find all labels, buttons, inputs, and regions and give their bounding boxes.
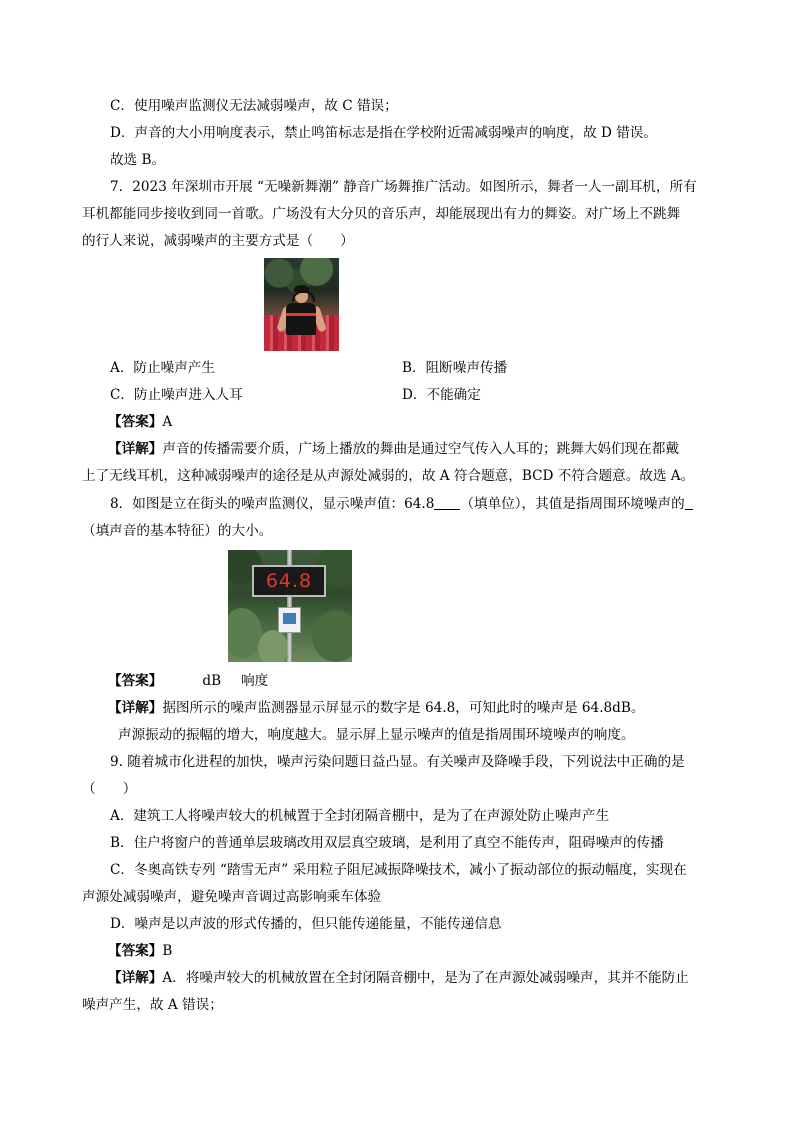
prev-conclusion: 故选 B。	[110, 152, 166, 168]
q7-stem-line-1: 7．2023 年深圳市开展 “无噪新舞潮” 静音广场舞推广活动。如图所示，舞者一人一副耳机，所有	[110, 179, 697, 195]
q9-option-b: B．住户将窗户的普通单层玻璃改用双层真空玻璃，是利用了真空不能传声，阻碍噪声的传播	[110, 835, 664, 851]
q9-detail-line-2: 噪声产生，故 A 错误；	[82, 997, 223, 1013]
q7-answer-value: A	[162, 414, 173, 430]
q9-stem-line-1: 9. 随着城市化进程的加快，噪声污染问题日益凸显。有关噪声及降噪手段，下列说法中正确的是	[110, 754, 685, 770]
noise-monitor-photo	[228, 550, 352, 662]
q9-option-d: D．噪声是以声波的形式传播的，但只能传递能量，不能传递信息	[110, 916, 502, 932]
q7-detail-line-1: 【详解】声音的传播需要介质，广场上播放的舞曲是通过空气传入人耳的；跳舞大妈们现在都戴	[108, 441, 679, 457]
q9-option-c-line-2: 声源处减弱噪声，避免噪声音调过高影响乘车体验	[82, 889, 382, 905]
q9-answer	[108, 941, 172, 961]
q7-detail-line-2: 上了无线耳机，这种减弱噪声的途径是从声源处减弱的，故 A 符合题意，BCD 不符合题意。故选 A。	[82, 468, 695, 484]
q8-blank-feature	[685, 495, 693, 510]
q9-option-a: A．建筑工人将噪声较大的机械置于全封闭隔音棚中，是为了在声源处防止噪声产生	[110, 808, 610, 824]
answer-tag: 【答案】	[108, 673, 163, 689]
q7-stem-line-2: 耳机都能同步接收到同一首歌。广场没有大分贝的音乐声，却能展现出有力的舞姿。对广场上不跳舞	[82, 206, 681, 222]
detail-tag: 【详解】	[108, 441, 163, 457]
silent-dance-photo	[264, 258, 339, 351]
detail-tag: 【详解】	[108, 700, 163, 716]
q9-detail-line-1: 【详解】A．将噪声较大的机械放置在全封闭隔音棚中，是为了在声源处减弱噪声，其并不能防止	[108, 970, 689, 986]
q7-option-d: D．不能确定	[402, 387, 481, 403]
q7-option-a: A．防止噪声产生	[110, 360, 215, 376]
monitor-info-panel	[278, 607, 301, 633]
headphones-icon	[292, 291, 315, 302]
q8-answer	[108, 671, 268, 691]
answer-tag: 【答案】	[108, 414, 163, 430]
q7-options-row-2	[110, 385, 710, 405]
q7-answer	[108, 412, 172, 432]
q8-stem-line-2: （填声音的基本特征）的大小。	[82, 523, 273, 539]
q8-blank-unit	[434, 495, 460, 510]
q8-answer-feature: 响度	[241, 673, 269, 689]
q7-option-c: C．防止噪声进入人耳	[110, 387, 243, 403]
q8-answer-unit: dB	[202, 673, 222, 689]
q8-stem-line-1: 8．如图是立在街头的噪声监测仪，显示噪声值：64.8 （填单位），其值是指周围环境噪声的	[110, 494, 693, 514]
prev-option-d-explanation: D．声音的大小用响度表示，禁止鸣笛标志是指在学校附近需减弱噪声的响度，故 D 错误。	[110, 125, 657, 141]
detail-tag: 【详解】	[108, 970, 163, 986]
prev-option-c-explanation: C．使用噪声监测仪无法减弱噪声，故 C 错误；	[110, 98, 398, 114]
q7-options-row-1	[110, 358, 710, 378]
q9-option-c-line-1: C．冬奥高铁专列 “踏雪无声” 采用粒子阻尼减振降噪技术，减小了振动部位的振动幅度，实现在	[110, 862, 687, 878]
q9-stem-line-2: （ ）	[82, 781, 137, 797]
q9-answer-value: B	[162, 943, 173, 959]
q8-detail-line-2: 声源振动的振幅的增大，响度越大。显示屏上显示噪声的值是指周围环境噪声的响度。	[118, 727, 635, 743]
noise-display-screen	[252, 565, 326, 597]
q7-stem-line-3: 的行人来说，减弱噪声的主要方式是（ ）	[82, 233, 354, 249]
q7-option-b: B．阻断噪声传播	[402, 360, 508, 376]
noise-display-value: 64.8	[265, 570, 313, 592]
q8-detail-line-1: 【详解】据图所示的噪声监测器显示屏显示的数字是 64.8，可知此时的噪声是 64.8dB。	[108, 700, 645, 716]
answer-tag: 【答案】	[108, 943, 163, 959]
